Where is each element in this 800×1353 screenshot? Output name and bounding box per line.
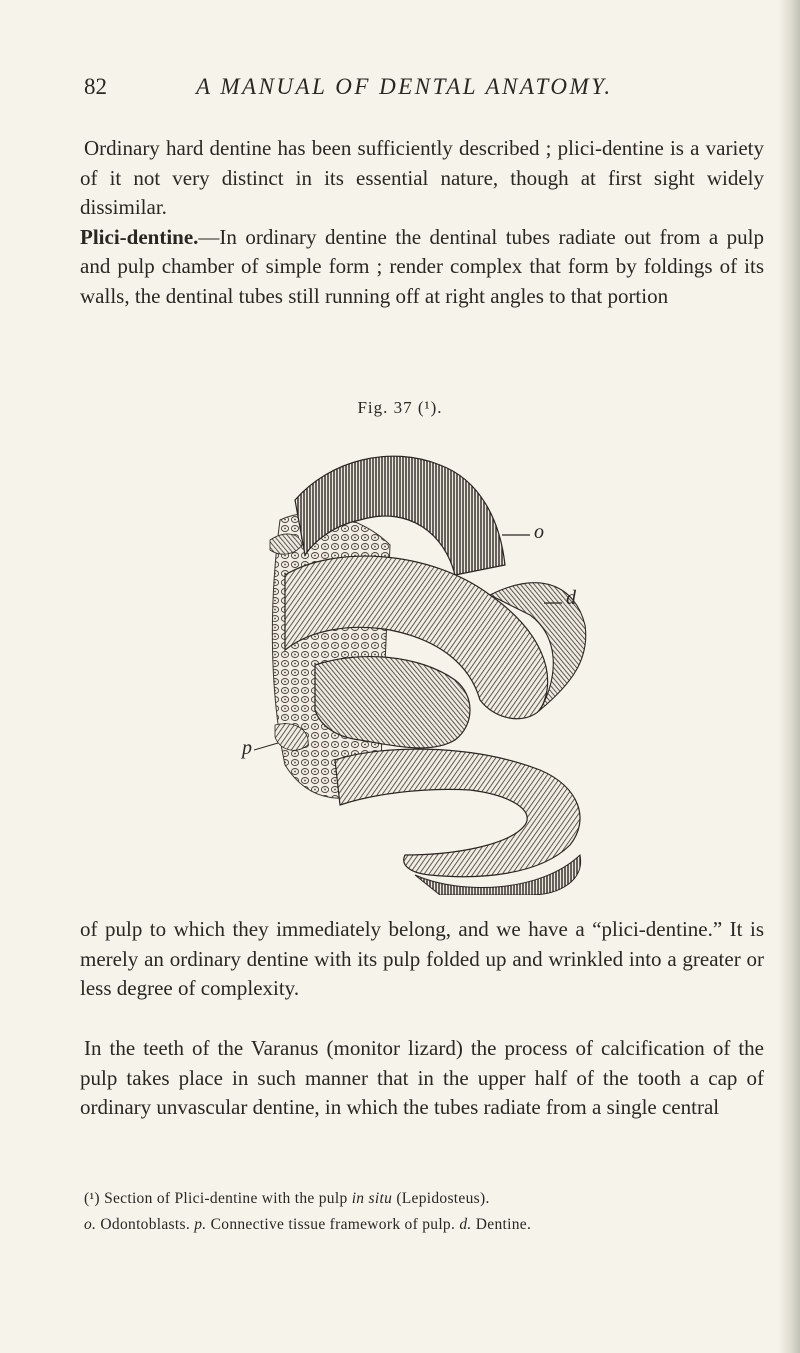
footnote-marker: (¹) [84,1190,100,1207]
figure-37-illustration [240,425,620,895]
running-title: A MANUAL OF DENTAL ANATOMY. [196,74,613,99]
footnote-key-o-text: Odontoblasts. [100,1216,191,1233]
paragraph-2-text: —In ordinary dentine the dentinal tubes radiate out from a pulp and pulp chamber of simple form ; render complex that form by foldings of its walls, the dentinal tubes still running off at right angles to that portion [80,224,764,308]
figure-label-p: p [242,737,252,759]
page-number: 82 [84,74,107,99]
paragraph-ordinary-dentine [80,134,764,312]
footnote-key-p-text: Connective tissue framework of pulp. [210,1216,456,1233]
figure-label-d: d [566,587,576,609]
figure-label-o: o [534,521,544,543]
footnote-key-d: d. [459,1216,472,1233]
paragraph-3: of pulp to which they immediately belong, and we have a “plici-dentine.” It is merely an ordinary dentine with its pulp folded up and wrinkled into a greater or less degree of complexity. [80,917,764,1001]
page-edge-shadow [778,0,800,1353]
section-heading-plici-dentine: Plici-dentine. [80,224,199,249]
paragraph-1-text: Ordinary hard dentine has been sufficiently described ; plici-dentine is a variety of it not very distinct in its essential nature, though at first sight widely dissimilar. [80,136,764,220]
paragraph-varanus: In the teeth of the Varanus (monitor lizard) the process of calcification of the pulp takes place in such manner that in the upper half of the tooth a cap of ordinary unvascular dentine, in which the tubes radiate from a single central [80,1036,764,1120]
figure-caption: Fig. 37 (¹). [357,398,443,417]
footnote-text-before: Section of Plici-dentine with the pulp [104,1190,348,1207]
footnote-key-p: p. [194,1216,207,1233]
footnote-key-o: o. [84,1216,97,1233]
footnote-in-situ: in situ [351,1190,393,1207]
footnote [84,1186,764,1238]
plici-dentine-section-engraving [240,425,620,895]
footnote-key-d-text: Dentine. [475,1216,532,1233]
footnote-text-after: (Lepidosteus). [396,1190,490,1207]
running-head [84,74,764,104]
